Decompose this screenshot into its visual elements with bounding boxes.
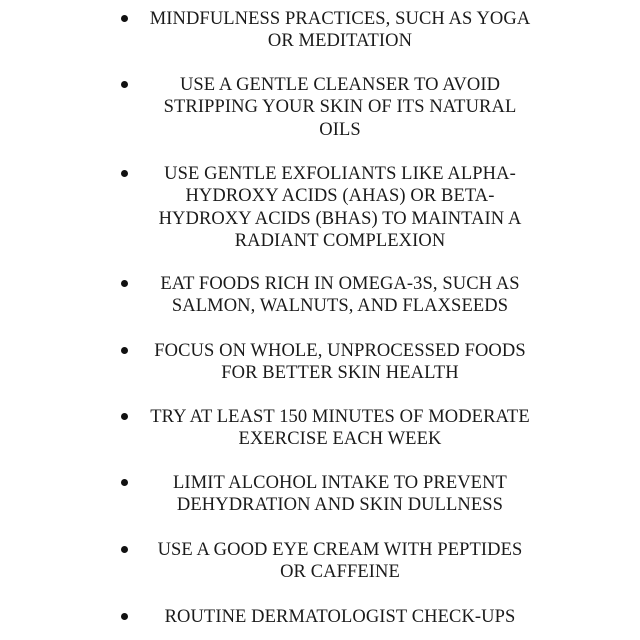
bullet-icon <box>121 15 128 22</box>
tip-text: USE A GENTLE CLEANSER TO AVOID STRIPPING YOUR SKIN OF ITS NATURAL OILS <box>163 75 517 140</box>
bullet-icon <box>121 413 128 420</box>
bullet-icon <box>121 280 128 287</box>
bullet-icon <box>121 479 128 486</box>
tip-text: USE A GOOD EYE CREAM WITH PEPTIDES OR CAFFEINE <box>157 540 523 583</box>
tip-text: EAT FOODS RICH IN OMEGA-3S, SUCH AS SALMON, WALNUTS, AND FLAXSEEDS <box>160 274 520 317</box>
tip-text: FOCUS ON WHOLE, UNPROCESSED FOODS FOR BETTER SKIN HEALTH <box>154 341 526 384</box>
tip-text: MINDFULNESS PRACTICES, SUCH AS YOGA OR MEDITATION <box>149 9 531 52</box>
bullet-icon <box>121 613 128 620</box>
bullet-icon <box>121 347 128 354</box>
tip-text: USE GENTLE EXFOLIANTS LIKE ALPHA-HYDROXY ACIDS (AHAS) OR BETA-HYDROXY ACIDS (BHAS) TO MAINTAIN A RADIANT COMPLEXION <box>158 164 522 251</box>
tip-text: LIMIT ALCOHOL INTAKE TO PREVENT DEHYDRATION AND SKIN DULLNESS <box>173 473 507 516</box>
bullet-icon <box>121 81 128 88</box>
tip-text: ROUTINE DERMATOLOGIST CHECK-UPS <box>164 607 516 627</box>
tip-text: TRY AT LEAST 150 MINUTES OF MODERATE EXERCISE EACH WEEK <box>150 407 530 450</box>
bullet-icon <box>121 170 128 177</box>
bullet-icon <box>121 546 128 553</box>
